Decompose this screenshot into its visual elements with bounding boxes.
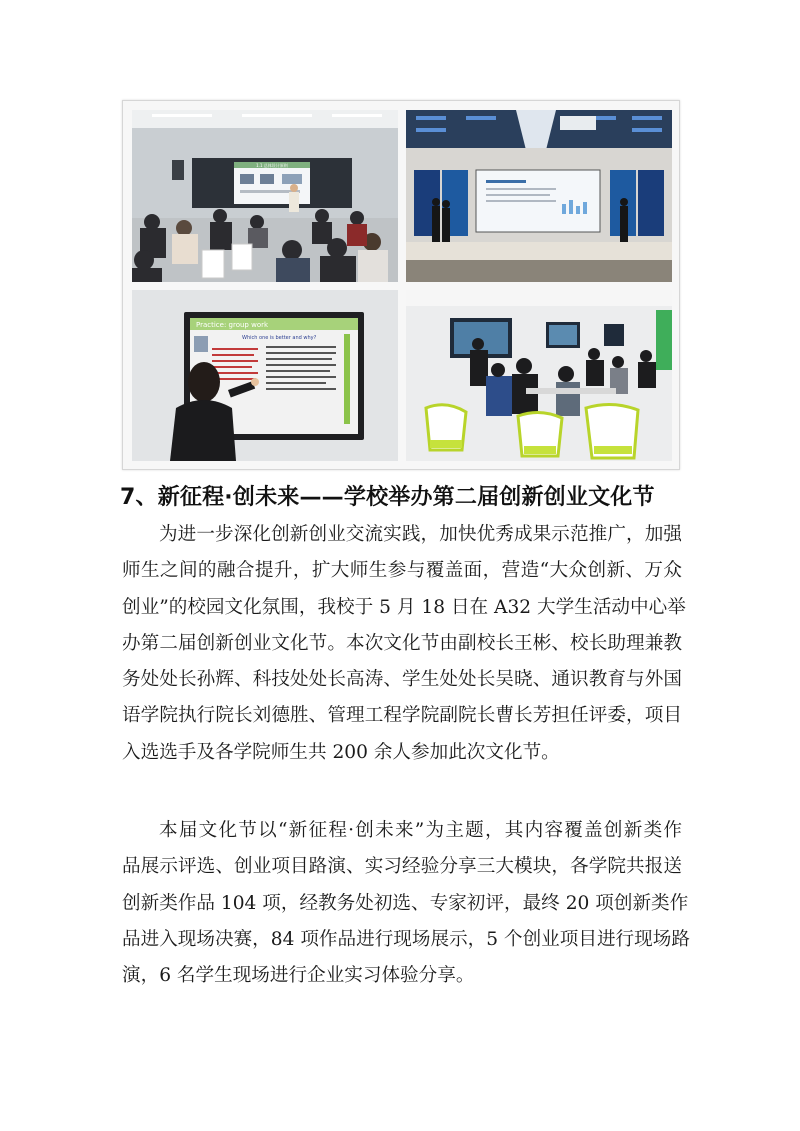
- paragraph-line: 创业”的校园文化氛围，我校于 5 月 18 日在 A32 大学生活动中心举: [122, 596, 686, 618]
- slide-title: Practice: group work: [196, 321, 269, 329]
- photo-stage-roadshow: [406, 110, 672, 282]
- photo-classroom-presentation: [132, 110, 398, 282]
- paragraph-line: 师生之间的融合提升，扩大师生参与覆盖面，营造“大众创新、万众: [122, 560, 682, 582]
- paragraph-line: 演，6 名学生现场进行企业实习体验分享。: [122, 965, 475, 987]
- paragraph-line: 品进入现场决赛，84 项作品进行现场展示，5 个创业项目进行现场路: [122, 928, 690, 950]
- paragraph-line: 为进一步深化创新创业交流实践，加快优秀成果示范推广，加强: [159, 524, 682, 545]
- paragraph-line: 办第二届创新创业文化节。本次文化节由副校长王彬、校长助理兼教: [122, 632, 682, 654]
- paragraph-line: 语学院执行院长刘德胜、管理工程学院副院长曹长芳担任评委，项目: [122, 705, 682, 727]
- photo-group-discussion: [406, 290, 672, 461]
- paragraph-line: 入选选手及各学院师生共 200 余人参加此次文化节。: [122, 741, 560, 763]
- section-heading: 7、新征程·创未来——学校举办第二届创新创业文化节: [120, 485, 655, 510]
- body-paragraph-1: [122, 517, 686, 771]
- photo-collage: [122, 100, 680, 470]
- photo-smartboard-teaching: [132, 290, 398, 461]
- paragraph-line: 品展示评选、创业项目路演、实习经验分享三大模块，各学院共报送: [122, 856, 682, 878]
- body-paragraph-2: [122, 813, 690, 994]
- slide-title: 1.1 总体设计原则: [256, 163, 288, 168]
- paragraph-line: 创新类作品 104 项，经教务处初选、专家初评，最终 20 项创新类作: [122, 892, 689, 914]
- paragraph-line: 务处处长孙辉、科技处处长高涛、学生处处长吴晓、通识教育与外国: [122, 669, 682, 691]
- paragraph-line: 本届文化节以“新征程·创未来”为主题，其内容覆盖创新类作: [159, 820, 682, 841]
- slide-subtitle: Which one is better and why?: [242, 335, 317, 341]
